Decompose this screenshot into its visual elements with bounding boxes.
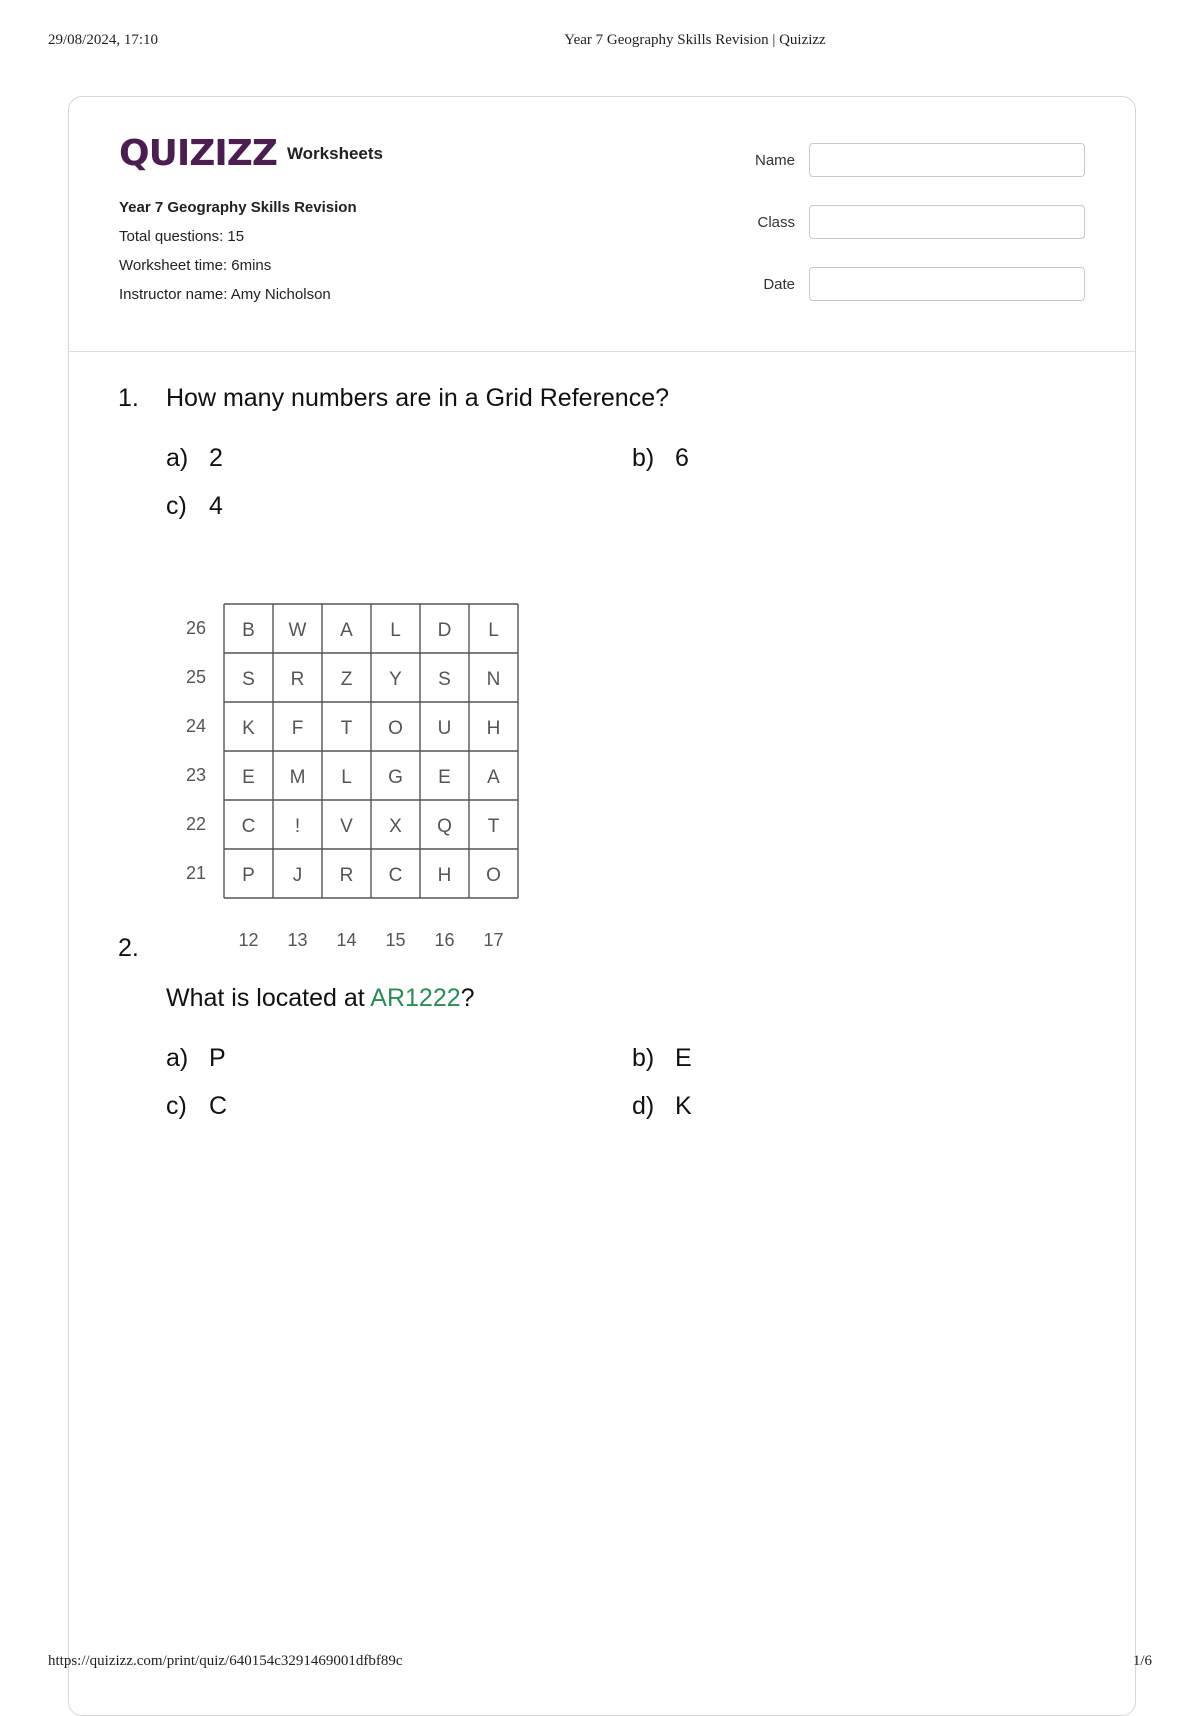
option-text: 4 bbox=[208, 492, 223, 520]
option-text: K bbox=[674, 1092, 692, 1120]
grid-cell-letter: D bbox=[437, 620, 452, 641]
option-a bbox=[166, 444, 223, 473]
column-label: 15 bbox=[385, 930, 406, 950]
option-d bbox=[632, 1092, 692, 1121]
column-label: 12 bbox=[238, 930, 259, 950]
question-text: How many numbers are in a Grid Reference? bbox=[166, 384, 670, 412]
grid-cell-letter: T bbox=[340, 718, 353, 739]
grid-cell-letter: K bbox=[242, 718, 255, 739]
grid-reference-image bbox=[166, 596, 546, 961]
question-text-after: ? bbox=[460, 984, 475, 1012]
instructor-name: Instructor name: Amy Nicholson bbox=[119, 286, 331, 303]
grid-cell-letter: S bbox=[438, 669, 451, 690]
grid-cell-letter: X bbox=[389, 816, 402, 837]
logo-product: Worksheets bbox=[286, 143, 383, 163]
grid-cell-letter: P bbox=[242, 865, 255, 886]
option-text: 2 bbox=[208, 444, 223, 472]
option-key: b) bbox=[632, 1044, 655, 1072]
question-text bbox=[166, 984, 475, 1013]
grid-cell-letter: H bbox=[437, 865, 452, 886]
option-key: c) bbox=[166, 1092, 187, 1120]
column-label: 17 bbox=[483, 930, 504, 950]
column-label: 13 bbox=[287, 930, 308, 950]
quizizz-logo bbox=[119, 133, 383, 174]
grid-cell-letter: U bbox=[437, 718, 452, 739]
grid-cell-letter: J bbox=[292, 865, 303, 886]
row-label: 26 bbox=[185, 618, 206, 638]
grid-cell-letter: E bbox=[242, 767, 255, 788]
option-text: E bbox=[674, 1044, 692, 1072]
total-questions: Total questions: 15 bbox=[119, 228, 245, 245]
print-page-number: 1/6 bbox=[1132, 1653, 1152, 1669]
grid-reference-highlight: AR1222 bbox=[370, 984, 461, 1012]
grid-cell-letter: O bbox=[388, 718, 403, 739]
grid-cell-letter: T bbox=[487, 816, 500, 837]
grid-cell-letter: R bbox=[339, 865, 354, 886]
option-text: 6 bbox=[674, 444, 689, 472]
row-label: 22 bbox=[185, 814, 206, 834]
option-key: a) bbox=[166, 1044, 189, 1072]
name-field bbox=[735, 143, 1085, 177]
column-label: 14 bbox=[336, 930, 357, 950]
grid-cell-letter: ! bbox=[294, 816, 301, 837]
class-field bbox=[735, 205, 1085, 239]
option-key: b) bbox=[632, 444, 655, 472]
worksheet-title: Year 7 Geography Skills Revision bbox=[119, 199, 357, 216]
grid-cell-letter: N bbox=[486, 669, 501, 690]
question-text-before: What is located at bbox=[166, 984, 371, 1012]
grid-cell-letter: C bbox=[388, 865, 403, 886]
option-c bbox=[166, 492, 223, 521]
grid-cell-letter: L bbox=[341, 767, 352, 788]
option-c bbox=[166, 1092, 227, 1121]
grid-cell-letter: G bbox=[388, 767, 403, 788]
print-datetime: 29/08/2024, 17:10 bbox=[48, 32, 159, 48]
grid-cell-letter: H bbox=[486, 718, 501, 739]
grid-cell-letter: O bbox=[486, 865, 501, 886]
class-label: Class bbox=[757, 213, 795, 231]
grid-cell-letter: S bbox=[242, 669, 255, 690]
grid-cell-letter: V bbox=[340, 816, 353, 837]
option-key: a) bbox=[166, 444, 189, 472]
date-label: Date bbox=[763, 275, 795, 293]
grid-cell-letter: E bbox=[438, 767, 451, 788]
worksheet-meta bbox=[119, 199, 357, 315]
grid-cell-letter: L bbox=[390, 620, 401, 641]
worksheet-header bbox=[69, 97, 1135, 352]
grid-cell-letter: Q bbox=[437, 816, 452, 837]
option-key: d) bbox=[632, 1092, 655, 1120]
grid-cell-letter: A bbox=[340, 620, 353, 641]
date-field bbox=[735, 267, 1085, 301]
option-text: P bbox=[208, 1044, 226, 1072]
grid-cell-letter: W bbox=[288, 620, 307, 641]
class-input[interactable] bbox=[809, 205, 1085, 239]
column-label: 16 bbox=[434, 930, 455, 950]
question-number: 1. bbox=[118, 384, 139, 412]
name-label: Name bbox=[754, 151, 795, 169]
question-number: 2. bbox=[118, 934, 139, 962]
print-page-title: Year 7 Geography Skills Revision | Quizizz bbox=[564, 32, 826, 48]
print-url: https://quizizz.com/print/quiz/640154c3291469001dfbf89c bbox=[48, 1653, 403, 1669]
option-key: c) bbox=[166, 492, 187, 520]
option-text: C bbox=[208, 1092, 228, 1120]
grid-cell-letter: C bbox=[241, 816, 256, 837]
grid-cell-letter: F bbox=[291, 718, 304, 739]
grid-cell-letter: Z bbox=[340, 669, 353, 690]
worksheet-time: Worksheet time: 6mins bbox=[119, 257, 272, 274]
row-label: 23 bbox=[185, 765, 206, 785]
grid-cell-letter: A bbox=[487, 767, 500, 788]
grid-cell-letter: L bbox=[488, 620, 499, 641]
date-input[interactable] bbox=[809, 267, 1085, 301]
row-label: 21 bbox=[185, 863, 206, 883]
option-b bbox=[632, 444, 689, 473]
option-b bbox=[632, 1044, 692, 1073]
name-input[interactable] bbox=[809, 143, 1085, 177]
logo-wordmark: QUIZIZZ bbox=[119, 133, 277, 174]
grid-cell-letter: M bbox=[289, 767, 306, 788]
grid-cell-letter: R bbox=[290, 669, 305, 690]
option-a bbox=[166, 1044, 226, 1073]
letter-grid-svg bbox=[166, 596, 546, 956]
grid-cell-letter: Y bbox=[389, 669, 402, 690]
row-label: 24 bbox=[185, 716, 206, 736]
grid-cell-letter: B bbox=[242, 620, 255, 641]
row-label: 25 bbox=[185, 667, 206, 687]
